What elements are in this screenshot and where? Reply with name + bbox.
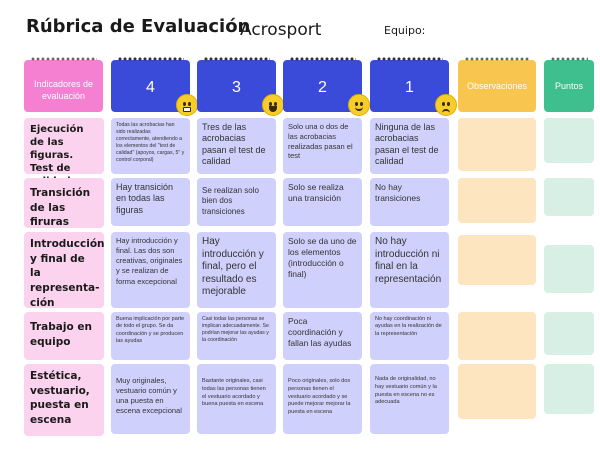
rubric-cell: Hay transición en todas las figuras <box>111 178 190 226</box>
spiral-rings <box>30 54 97 64</box>
spiral-rings <box>203 54 270 64</box>
observations-cell[interactable] <box>458 312 536 360</box>
grimacing-face-icon <box>176 94 198 116</box>
rubric-cell: Solo se realiza una transición <box>283 178 362 226</box>
spiral-rings <box>550 54 588 64</box>
points-cell[interactable] <box>544 312 594 355</box>
rubric-cell: No hay transiciones <box>370 178 449 226</box>
spiral-rings <box>289 54 356 64</box>
spiral-rings <box>117 54 184 64</box>
smiling-face-icon <box>348 94 370 116</box>
frowning-face-icon <box>435 94 457 116</box>
rubric-cell: Bastante originales, casi todas las personas tienen el vestuario acordado y buena puesta en escena <box>197 364 276 434</box>
header-score-label: 4 <box>146 79 155 96</box>
header-score-label: 3 <box>232 79 241 96</box>
rubric-cell: Poco originales, solo dos personas tienen el vestuario acordado y se puede mejorar mejorar la puesta en escena <box>283 364 362 434</box>
rubric-cell: Hay introducción y final, pero el resultado es mejorable <box>197 232 276 308</box>
header-score-label: 2 <box>318 79 327 96</box>
rubric-cell: Solo una o dos de las acrobacias realizadas pasan el test <box>283 118 362 174</box>
page-subtitle: Acrosport <box>240 20 322 40</box>
rubric-cell: Casi todas las personas se implican adecuadamente. Se podrían mejorar las ayudas y la coordinación <box>197 312 276 360</box>
header-score-3 <box>197 60 276 112</box>
observations-cell[interactable] <box>458 364 536 419</box>
points-cell[interactable] <box>544 245 594 293</box>
rubric-cell: Hay introducción y final. Las dos son creativas, originales y se realizan de forma excepcional <box>111 232 190 308</box>
row-label-execution: Ejecución de las figuras. Test de <box>24 118 104 174</box>
header-observations-label: Observaciones <box>466 81 528 91</box>
header-score-2 <box>283 60 362 112</box>
row-label-teamwork: Trabajo en equipo <box>24 312 104 360</box>
observations-cell[interactable] <box>458 118 536 171</box>
rubric-cell: No hay coordinación ni ayudas en la realización de la representación <box>370 312 449 360</box>
page-title: Rúbrica de Evaluación <box>26 16 251 37</box>
rubric-cell: Solo se da uno de los elementos (introducción o final) <box>283 232 362 308</box>
observations-cell[interactable] <box>458 235 536 285</box>
rubric-cell: Ninguna de las acrobacias pasan el test de calidad <box>370 118 449 174</box>
spiral-rings <box>464 54 530 64</box>
header-score-label: 1 <box>405 79 414 96</box>
header-score-4 <box>111 60 190 112</box>
rubric-cell: Todas las acrobacias han sido realizadas correctamente, atendiendo a los elementos del "test de calidad" (apoyos, cargas, 5" y control corporal) <box>111 118 190 174</box>
observations-cell[interactable] <box>458 178 536 223</box>
header-score-1 <box>370 60 449 112</box>
rubric-cell: Se realizan solo bien dos transiciones <box>197 178 276 226</box>
team-label: Equipo: <box>384 24 426 37</box>
points-cell[interactable] <box>544 118 594 163</box>
rubric-cell: Tres de las acrobacias pasan el test de calidad <box>197 118 276 174</box>
rubric-cell: Poca coordinación y fallan las ayudas <box>283 312 362 360</box>
rubric-cell: No hay introducción ni final en la representación <box>370 232 449 308</box>
row-label-aesthetics: Estética, vestuario, puesta en escena <box>24 364 104 436</box>
grinning-face-icon <box>262 94 284 116</box>
rubric-cell: Nada de originalidad, no hay vestuario común y la puesta en escena no es adecuada <box>370 364 449 434</box>
header-indicators-label: Indicadores de evaluación <box>33 79 94 101</box>
rubric-cell: Muy originales, vestuario común y una puesta en escena excepcional <box>111 364 190 434</box>
spiral-rings <box>376 54 443 64</box>
rubric-cell: Buena implicación por parte de todo el grupo. Se da coordinación y se producen las ayudas <box>111 312 190 360</box>
row-label-transition: Transición de las firuras <box>24 178 104 228</box>
header-indicators <box>24 60 103 112</box>
header-observations <box>458 60 536 112</box>
points-cell[interactable] <box>544 178 594 216</box>
row-label-intro-end: Introducción y final de la representa- ción <box>24 232 104 308</box>
header-points <box>544 60 594 112</box>
points-cell[interactable] <box>544 364 594 414</box>
header-points-label: Puntos <box>554 81 584 91</box>
